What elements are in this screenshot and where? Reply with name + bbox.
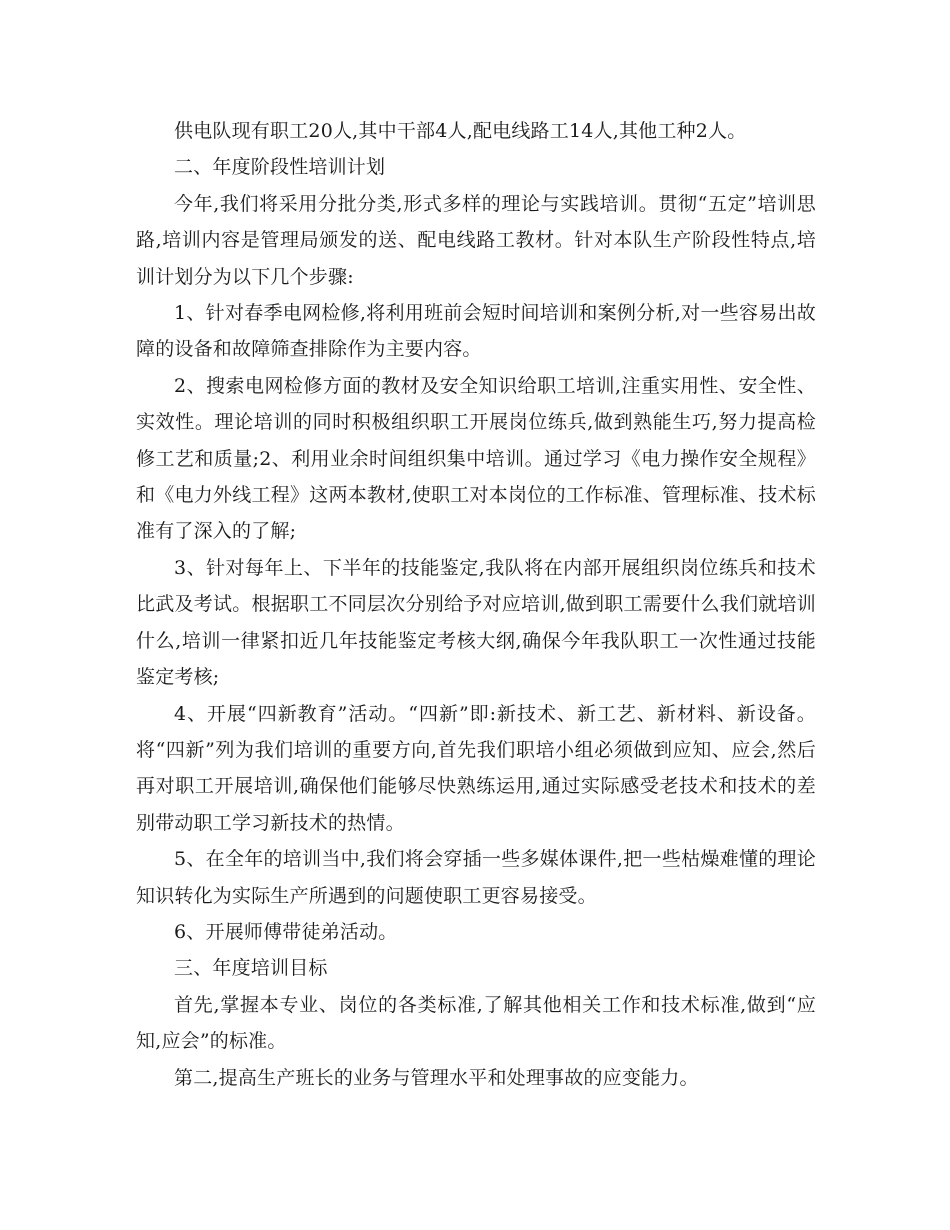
paragraph-step-4: 4、开展“四新教育”活动。“四新”即:新技术、新工艺、新材料、新设备。将“四新”列为我们培训的重要方向,首先我们职培小组必须做到应知、应会,然后再对职工开展培训,确保他们能够尽快熟练运用,通过实际感受老技术和技术的差别带动职工学习新技术的热情。	[136, 702, 816, 834]
paragraph-goal-second: 第二,提高生产班长的业务与管理水平和处理事故的应变能力。	[174, 1066, 699, 1089]
paragraph-goal-first: 首先,掌握本专业、岗位的各类标准,了解其他相关工作和技术标准,做到“应知,应会”的标准。	[136, 993, 816, 1053]
heading-stage-training-plan: 二、年度阶段性培训计划	[174, 156, 386, 179]
paragraph-step-2: 2、搜索电网检修方面的教材及安全知识给职工培训,注重实用性、安全性、实效性。理论培训的同时积极组织职工开展岗位练兵,做到熟能生巧,努力提高检修工艺和质量;2、利用业余时间组织集中培训。通过学习《电力操作安全规程》和《电力外线工程》这两本教材,使职工对本岗位的工作标准、管理标准、技术标准有了深入的了解;	[136, 374, 816, 543]
document-body	[136, 113, 816, 1096]
paragraph-training-intro: 今年,我们将采用分批分类,形式多样的理论与实践培训。贯彻“五定”培训思路,培训内容是管理局颁发的送、配电线路工教材。针对本队生产阶段性特点,培训计划分为以下几个步骤:	[136, 192, 816, 288]
heading-training-goals: 三、年度培训目标	[174, 957, 328, 980]
paragraph-step-6: 6、开展师傅带徒弟活动。	[174, 920, 398, 943]
paragraph-step-3: 3、针对每年上、下半年的技能鉴定,我队将在内部开展组织岗位练兵和技术比武及考试。根据职工不同层次分别给予对应培训,做到职工需要什么我们就培训什么,培训一律紧扣近几年技能鉴定考核大纲,确保今年我队职工一次性通过技能鉴定考核;	[136, 556, 816, 689]
paragraph-step-5: 5、在全年的培训当中,我们将会穿插一些多媒体课件,把一些枯燥难懂的理论知识转化为实际生产所遇到的问题使职工更容易接受。	[136, 848, 816, 907]
paragraph-step-1: 1、针对春季电网检修,将利用班前会短时间培训和案例分析,对一些容易出故障的设备和故障筛查排除作为主要内容。	[136, 302, 816, 361]
paragraph-staff-count: 供电队现有职工20人,其中干部4人,配电线路工14人,其他工种2人。	[174, 120, 747, 142]
